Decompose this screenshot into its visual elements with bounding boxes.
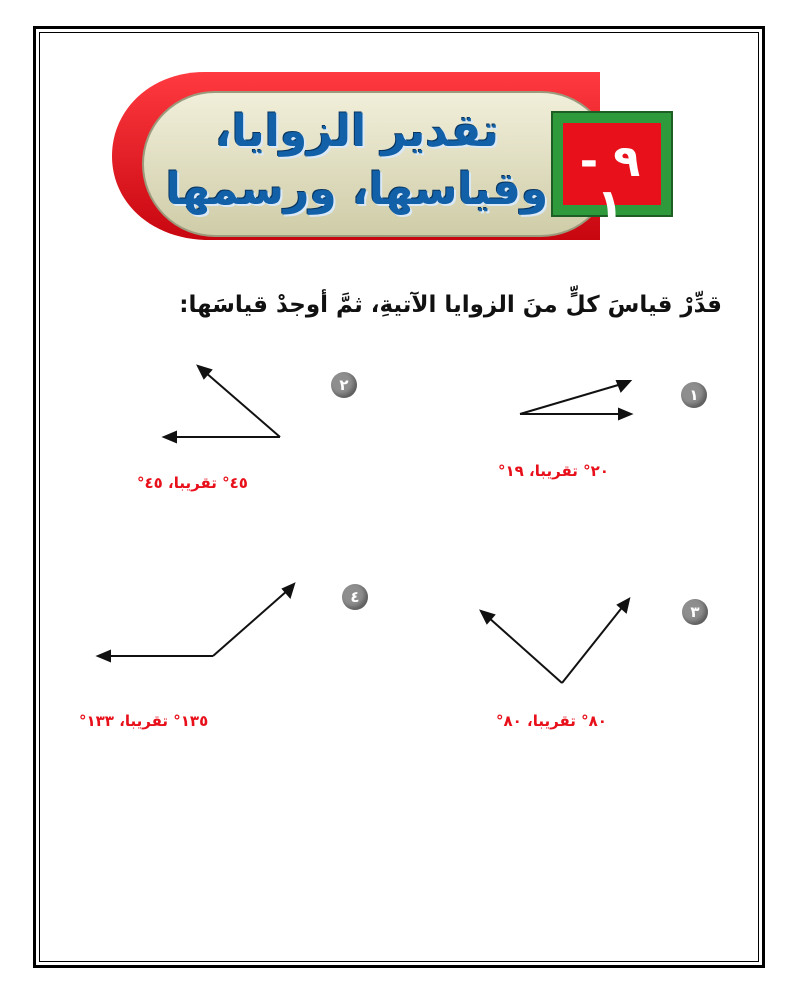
exercise-answer: ١٣٥° تقريبا، ١٣٣° [79, 712, 209, 730]
exercise-answer: ٤٥° تقريبا، ٤٥° [137, 474, 248, 492]
exercise-number-badge: ٢ [331, 372, 357, 398]
instruction-text: قدِّرْ قياسَ كلٍّ منَ الزوايا الآتيةِ، ثمَّ أوجدْ قياسَها: [179, 292, 722, 318]
exercise-answer: ٨٠° تقريبا، ٨٠° [496, 712, 607, 730]
lesson-number: ٩ - ١ [579, 136, 641, 231]
lesson-title-line2: وقياسها، ورسمها [165, 164, 549, 215]
exercise-answer: ٢٠° تقريبا، ١٩° [498, 462, 609, 480]
exercise-number-badge: ٣ [682, 599, 708, 625]
exercise-number-badge: ٤ [342, 584, 368, 610]
lesson-title-line1: تقدير الزوايا، [215, 106, 499, 157]
exercise-number-badge: ١ [681, 382, 707, 408]
